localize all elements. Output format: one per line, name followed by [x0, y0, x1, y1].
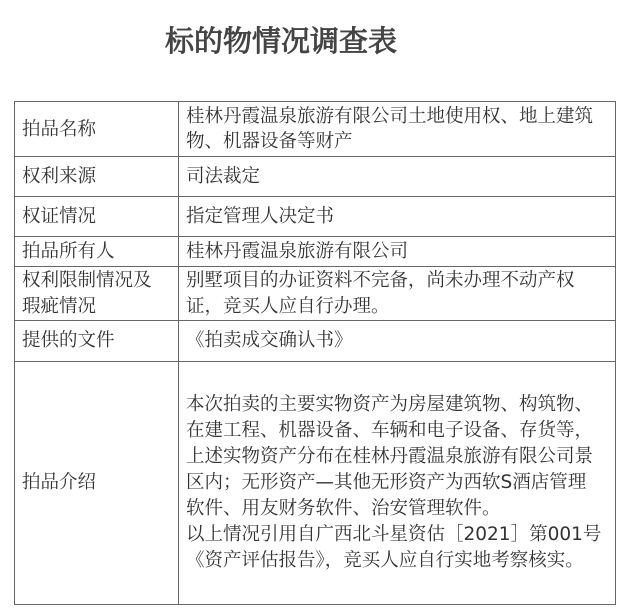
page-title: 标的物情况调查表: [165, 24, 398, 58]
row-value-text: 软件、用友财务软件、治安管理软件。: [186, 498, 501, 519]
table-row-owner: [15, 237, 616, 267]
row-label-text: 瑕疵情况: [22, 295, 97, 317]
row-label: [15, 237, 179, 267]
row-label: [15, 321, 179, 362]
row-label-text: 权利限制情况及: [22, 269, 152, 291]
row-value-text: 指定管理人决定书: [186, 205, 335, 227]
row-value: [179, 321, 616, 362]
row-value-text: 桂林丹霞温泉旅游有限公司: [186, 240, 409, 262]
row-label-text: 权证情况: [22, 205, 97, 227]
table-row-item-name: [15, 102, 616, 157]
row-value: [179, 102, 616, 157]
table-row-rights-source: [15, 157, 616, 197]
table-row-introduction: [15, 362, 616, 605]
row-label-text: 拍品介绍: [22, 472, 97, 493]
row-value-text: 上述实物资产分布在桂林丹霞温泉旅游有限公司景: [186, 446, 594, 467]
table-row-documents: [15, 321, 616, 362]
row-value: [179, 197, 616, 237]
row-value-text: 桂林丹霞温泉旅游有限公司土地使用权、地上建筑: [186, 106, 594, 127]
row-value-text: 区内；无形资产—其他无形资产为西软S酒店管理: [186, 472, 587, 493]
table-row-restrictions: [15, 267, 616, 321]
row-value-text: 《资产评估报告》，竞买人应自行实地考察核实。: [186, 550, 584, 571]
row-label-text: 权利来源: [22, 165, 97, 187]
row-value-text: 在建工程、机器设备、车辆和电子设备、存货等，: [186, 420, 594, 441]
row-value-text: 别墅项目的办证资料不完备，尚未办理不动产权: [186, 269, 575, 291]
row-label: [15, 267, 179, 321]
row-value-text: 物、机器设备等财产: [186, 131, 353, 152]
row-label: [15, 362, 179, 605]
row-label: [15, 102, 179, 157]
row-value-text: 本次拍卖的主要实物资产为房屋建筑物、构筑物、: [186, 394, 594, 415]
row-value: [179, 362, 616, 605]
row-label-text: 拍品所有人: [22, 240, 115, 262]
row-value: [179, 157, 616, 197]
row-value-text: 《拍卖成交确认书》: [186, 330, 353, 351]
row-value-text: 司法裁定: [186, 165, 261, 187]
row-value-text: 以上情况引用自广西北斗星资估［2021］第001号: [186, 524, 602, 545]
survey-table: [14, 101, 616, 605]
row-value: [179, 267, 616, 321]
row-value-text: 证，竞买人应自行办理。: [186, 295, 390, 317]
row-label: [15, 157, 179, 197]
row-value: [179, 237, 616, 267]
row-label: [15, 197, 179, 237]
row-label-text: 提供的文件: [22, 330, 115, 351]
row-label-text: 拍品名称: [22, 118, 97, 140]
table-row-certificate: [15, 197, 616, 237]
